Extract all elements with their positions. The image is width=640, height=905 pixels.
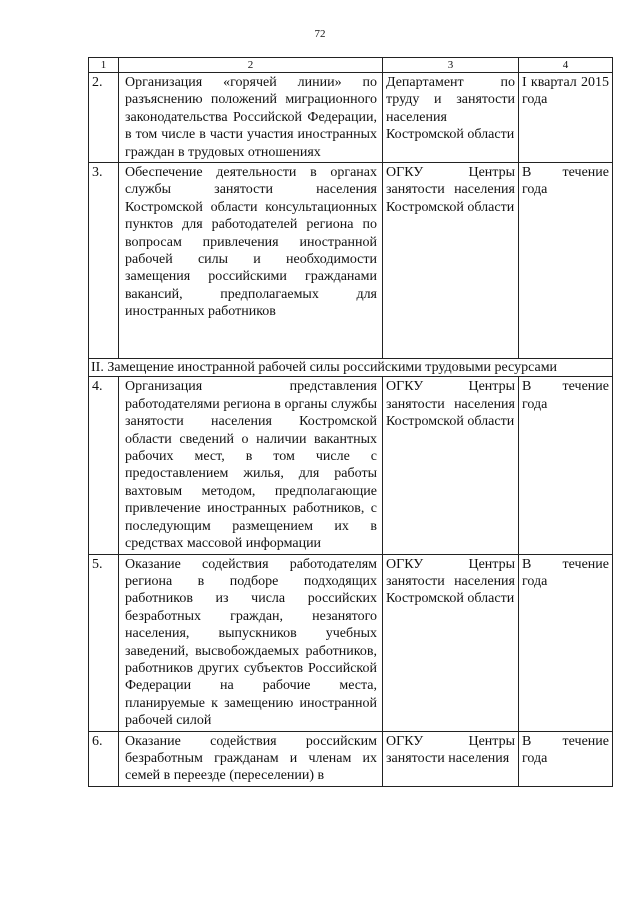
table-row: [89, 377, 613, 554]
term-text: В течение года: [519, 731, 613, 786]
column-header: 3: [383, 58, 519, 73]
column-header: 1: [89, 58, 119, 73]
row-number: 5.: [89, 554, 119, 731]
table-row: [89, 554, 613, 731]
table-row: [89, 163, 613, 359]
term-text: В течение года: [519, 163, 613, 359]
executor-text: ОГКУ Центры занятости населения Костромской области: [383, 554, 519, 731]
measure-text: Оказание содействия российским безработным гражданам и членам их семей в переезде (переселении) в: [119, 731, 383, 786]
term-text: В течение года: [519, 377, 613, 554]
row-number: 6.: [89, 731, 119, 786]
row-number: 4.: [89, 377, 119, 554]
executor-text: ОГКУ Центры занятости населения Костромской области: [383, 377, 519, 554]
executor-text: ОГКУ Центры занятости населения Костромской области: [383, 163, 519, 359]
row-number: 3.: [89, 163, 119, 359]
table-row: [89, 731, 613, 786]
section-title: II. Замещение иностранной рабочей силы российскими трудовыми ресурсами: [89, 359, 613, 377]
term-text: В течение года: [519, 554, 613, 731]
column-header: 2: [119, 58, 383, 73]
term-text: I квартал 2015 года: [519, 73, 613, 163]
table-header-row: [89, 58, 613, 73]
measure-text: Организация «горячей линии» по разъяснению положений миграционного законодательства Российской Федерации, в том числе в части участия иностранных граждан в трудовых отношениях: [119, 73, 383, 163]
page-number: 72: [314, 28, 326, 40]
executor-text: Департамент по труду и занятости населения Костромской области: [383, 73, 519, 163]
measure-text: Обеспечение деятельности в органах службы занятости населения Костромской области консультационных пунктов для работодателей региона по вопросам привлечения иностранной рабочей силы и необходимости замещения российскими гражданами вакансий, предполагаемых для иностранных работников: [119, 163, 383, 359]
measure-text: Оказание содействия работодателям региона в подборе подходящих работников из числа российских безработных граждан, незанятого населения, выпускников учебных заведений, высвобождаемых работников, работников других субъектов Российской Федерации на рабочие места, планируемые к замещению иностранной рабочей силой: [119, 554, 383, 731]
row-number: 2.: [89, 73, 119, 163]
table-row: [89, 73, 613, 163]
measures-table: [88, 57, 613, 787]
section-row: [89, 359, 613, 377]
column-header: 4: [519, 58, 613, 73]
measure-text: Организация представления работодателями региона в органы службы занятости населения Костромской области сведений о наличии вакантных рабочих мест, в том числе с предоставлением жилья, для работы вахтовым методом, предполагающие привлечение иностранных работников, с последующим размещением их в средствах массовой информации: [119, 377, 383, 554]
executor-text: ОГКУ Центры занятости населения: [383, 731, 519, 786]
